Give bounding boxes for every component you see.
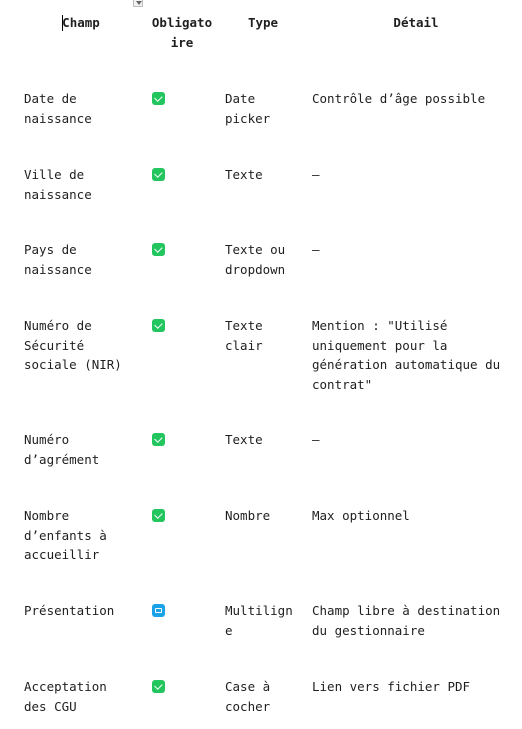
cell-detail: – xyxy=(312,432,320,447)
cell-champ: Acceptation des CGU xyxy=(24,679,107,714)
cell-champ: Présentation xyxy=(24,603,115,618)
header-champ: Champ xyxy=(62,15,100,30)
cell-detail: Contrôle d’âge possible xyxy=(312,91,486,106)
cell-type: Texte xyxy=(225,432,263,447)
header-obligatoire: Obligato ire xyxy=(151,15,213,50)
cell-detail: Lien vers fichier PDF xyxy=(312,679,471,694)
checkbox-checked-icon[interactable] xyxy=(152,243,165,256)
cell-champ: Numéro d’agrément xyxy=(24,432,100,467)
cell-champ: Nombre d’enfants à accueillir xyxy=(24,508,107,562)
header-detail: Détail xyxy=(393,15,439,30)
checkbox-checked-icon[interactable] xyxy=(152,319,165,332)
cell-champ: Pays de naissance xyxy=(24,242,92,277)
header-type: Type xyxy=(247,15,279,30)
cell-champ: Numéro de Sécurité sociale (NIR) xyxy=(24,318,122,372)
cell-type: Texte clair xyxy=(225,318,263,353)
cell-champ: Date de naissance xyxy=(24,91,92,126)
cell-detail: Mention : "Utilisé uniquement pour la génération automatique du contrat" xyxy=(312,318,501,392)
sort-dropdown-handle[interactable] xyxy=(133,0,143,7)
cell-detail: – xyxy=(312,242,320,257)
cell-type: Date picker xyxy=(225,91,271,126)
cell-champ: Ville de naissance xyxy=(24,167,92,202)
checkbox-checked-icon[interactable] xyxy=(152,680,165,693)
cell-detail: Champ libre à destination du gestionnaire xyxy=(312,603,501,638)
cell-type: Nombre xyxy=(225,508,271,523)
cell-type: Texte xyxy=(225,167,263,182)
checkbox-checked-icon[interactable] xyxy=(152,433,165,446)
cell-detail: Max optionnel xyxy=(312,508,410,523)
checkbox-indeterminate-icon[interactable] xyxy=(152,604,165,617)
checkbox-checked-icon[interactable] xyxy=(152,92,165,105)
cell-type: Texte ou dropdown xyxy=(225,242,286,277)
cell-type: Case à cocher xyxy=(225,679,271,714)
cell-detail: – xyxy=(312,167,320,182)
checkbox-checked-icon[interactable] xyxy=(152,168,165,181)
cell-type: Multilign e xyxy=(225,603,293,638)
checkbox-checked-icon[interactable] xyxy=(152,509,165,522)
